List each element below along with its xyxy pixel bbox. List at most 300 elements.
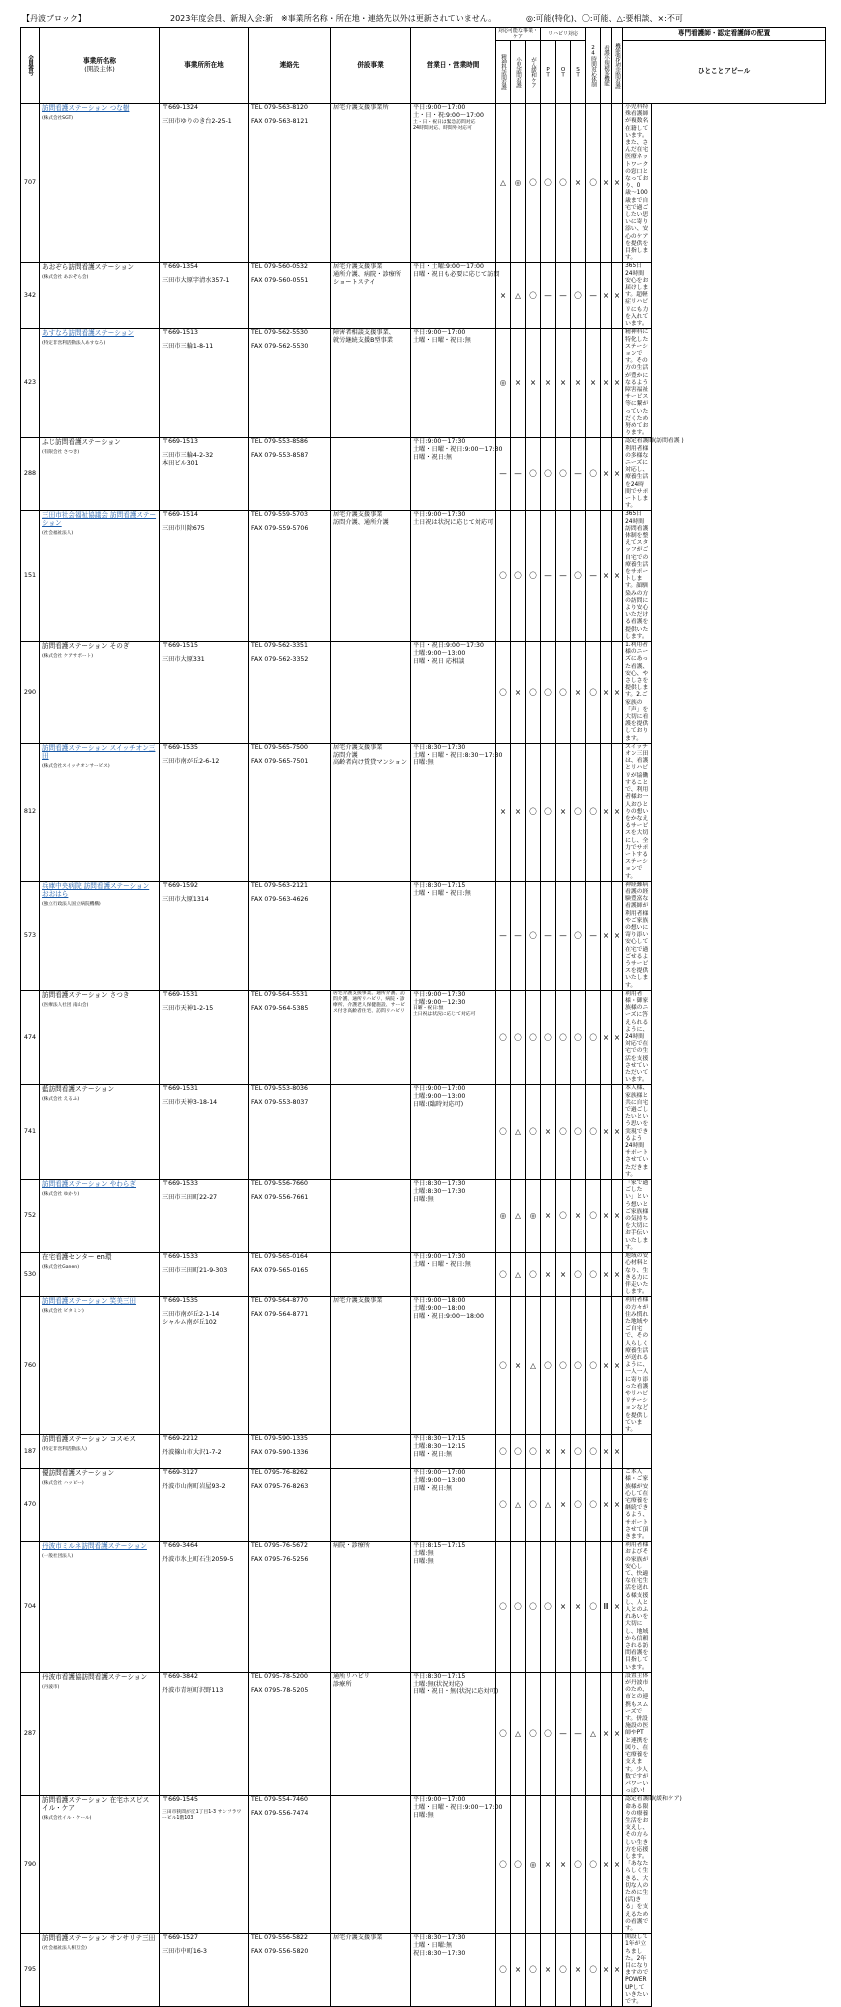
psych-status: 〇 bbox=[496, 1469, 511, 1542]
fax-number: FAX 079-562-5530 bbox=[251, 343, 309, 351]
postal-code: 〒669-1515 bbox=[162, 642, 198, 650]
combined-service: 居宅介護支援事業所 bbox=[333, 104, 389, 111]
street-address: 三田市三輪1-8-11 bbox=[162, 343, 214, 351]
address-cell bbox=[160, 1934, 249, 2007]
office-name-link[interactable]: 兵庫中央病院 訪問看護ステーション おおはら bbox=[42, 881, 150, 898]
appeal-text: ご本人様・ご家族様が安心して在宅療養を継続できるよう、サポートさせて頂きます。 bbox=[625, 1469, 649, 1540]
member-number: 342 bbox=[21, 263, 40, 329]
appeal-text: 設置主体が丹波市のため、市との連携もスムーズです。併設施設の医師やPTと連携を図り、在宅療養を支えます。少人数ですがパワーいっぱい! bbox=[625, 1672, 649, 1795]
contact-cell bbox=[249, 1542, 331, 1673]
hours-line: 土曜:無 bbox=[413, 1550, 434, 1557]
24h-status: 〇 bbox=[586, 1297, 601, 1435]
office-name-link[interactable]: 訪問看護ステーション スイッチオン三田 bbox=[42, 743, 156, 760]
address-cell bbox=[160, 990, 249, 1085]
appeal-text: 利用者様およびその家族が安心して、快適な在宅生活を送れる様支援し、人と人とのふれあいを大切にし、地域から信頼される訪問看護を目指しています。 bbox=[625, 1542, 649, 1671]
office-name-link[interactable]: 丹波市ミルネ訪問看護ステーション bbox=[42, 1542, 147, 1551]
combined-cell bbox=[331, 1180, 411, 1253]
street-address: 丹波市青垣町沢野113 bbox=[162, 1686, 224, 1694]
office-name: 訪問看護ステーション サンサリテ三田 bbox=[42, 1934, 156, 1943]
combined-cell bbox=[331, 1297, 411, 1435]
hours-line: 日曜・祝日:無 bbox=[413, 453, 453, 461]
address-cell bbox=[160, 438, 249, 511]
kantaki-status: × bbox=[601, 1469, 612, 1542]
fax-number: FAX 079-565-7501 bbox=[251, 757, 309, 765]
office-cell bbox=[40, 1796, 160, 1934]
hours-cell bbox=[411, 881, 496, 990]
postal-code: 〒669-1531 bbox=[162, 990, 198, 998]
operator-name: (株式会社イル・ケール) bbox=[42, 1816, 92, 1822]
postal-code: 〒669-1533 bbox=[162, 1180, 198, 1188]
psych-status: ◎ bbox=[496, 1180, 511, 1253]
member-number: 470 bbox=[21, 1469, 40, 1542]
hours-line: 平日:8:30〜17:15 bbox=[413, 881, 466, 889]
hours-line: 平日:9:00〜17:30 bbox=[413, 438, 466, 446]
ot-status: × bbox=[556, 1435, 571, 1469]
appeal-text: 365日24時間 安心をお届けします。超軽症リハビリにも力を入れています。 bbox=[625, 263, 649, 328]
ot-status: × bbox=[556, 1469, 571, 1542]
pediatric-status: △ bbox=[511, 1469, 526, 1542]
kyoka-status: × bbox=[612, 329, 623, 438]
phone-number: TEL 079-564-8770 bbox=[251, 1297, 308, 1305]
pediatric-status: △ bbox=[511, 263, 526, 329]
psych-status: 〇 bbox=[496, 511, 511, 642]
postal-code: 〒669-1535 bbox=[162, 743, 198, 751]
operator-name: (社会福祉法人) bbox=[42, 531, 74, 537]
office-name-link[interactable]: 訪問看護ステーション 笑美三田 bbox=[42, 1297, 137, 1306]
combined-service: 就労継続支援B型事業 bbox=[333, 337, 393, 345]
kyoka-status: × bbox=[612, 104, 623, 263]
address-cell bbox=[160, 263, 249, 329]
table-row bbox=[21, 990, 826, 1085]
palliative-status: 〇 bbox=[526, 1469, 541, 1542]
ot-status: 〇 bbox=[556, 1297, 571, 1435]
kantaki-status: × bbox=[601, 990, 612, 1085]
24h-status: 〇 bbox=[586, 990, 601, 1085]
hours-cell bbox=[411, 642, 496, 744]
office-cell bbox=[40, 438, 160, 511]
combined-service: 通所介護、病院・診療所 bbox=[333, 271, 402, 279]
combined-service: 居宅介護支援事業 bbox=[333, 743, 383, 751]
appeal-cell bbox=[623, 1542, 652, 1673]
office-cell bbox=[40, 1297, 160, 1435]
hours-line: 日曜・祝日 応相談 bbox=[413, 657, 465, 665]
street-address: 三田市ゆりのき台2-25-1 bbox=[162, 117, 232, 125]
hours-cell bbox=[411, 104, 496, 263]
postal-code: 〒669-3842 bbox=[162, 1672, 198, 1680]
hours-line: 平日:9:00〜18:00 bbox=[413, 1297, 466, 1305]
block-title: 【丹波ブロック】 bbox=[22, 14, 86, 23]
street-address: 三田市三田町22-27 bbox=[162, 1193, 218, 1201]
ot-status: × bbox=[556, 1253, 571, 1297]
kyoka-status: × bbox=[612, 1435, 623, 1469]
col-member-no: 会員番号 bbox=[21, 28, 40, 104]
contact-cell bbox=[249, 1253, 331, 1297]
contact-cell bbox=[249, 1435, 331, 1469]
24h-status: 〇 bbox=[586, 1253, 601, 1297]
pt-status: △ bbox=[541, 1469, 556, 1542]
pt-status: 〇 bbox=[541, 642, 556, 744]
appeal-cell bbox=[623, 642, 652, 744]
contact-cell bbox=[249, 1180, 331, 1253]
combined-cell bbox=[331, 1672, 411, 1795]
ot-status: — bbox=[556, 1672, 571, 1795]
pediatric-status: — bbox=[511, 438, 526, 511]
col-kyoka: 機能強化型訪問看護 bbox=[612, 28, 623, 104]
24h-status: 〇 bbox=[586, 438, 601, 511]
ot-status: 〇 bbox=[556, 1180, 571, 1253]
appeal-text: 地域の安心材料となり、生きる力に伴走いたします。 bbox=[625, 1253, 649, 1296]
combined-service: ショートステイ bbox=[333, 279, 376, 287]
fax-number: FAX 079-560-0551 bbox=[251, 277, 309, 285]
contact-cell bbox=[249, 642, 331, 744]
appeal-text: 神経難病看護の経験豊富な看護師が利用者様やご家族の想いに寄り添い安心して在宅で過ごせるようサービスを提供いたします。 bbox=[625, 881, 649, 989]
address-cell bbox=[160, 743, 249, 881]
phone-number: TEL 0795-76-8262 bbox=[251, 1469, 308, 1477]
hours-cell bbox=[411, 1934, 496, 2007]
appeal-cell bbox=[623, 263, 652, 329]
phone-number: TEL 079-559-5703 bbox=[251, 511, 308, 519]
street-address: 三田市大原331 bbox=[162, 655, 205, 663]
office-cell bbox=[40, 263, 160, 329]
address-cell bbox=[160, 1672, 249, 1795]
postal-code: 〒669-1514 bbox=[162, 511, 198, 519]
postal-code: 〒669-1513 bbox=[162, 329, 198, 337]
table-row bbox=[21, 1085, 826, 1180]
appeal-cell bbox=[623, 104, 652, 263]
phone-number: TEL 079-565-0164 bbox=[251, 1253, 308, 1261]
phone-number: TEL 079-563-8120 bbox=[251, 104, 308, 111]
st-status: 〇 bbox=[571, 1253, 586, 1297]
hours-cell bbox=[411, 1435, 496, 1469]
fax-number: FAX 079-564-5385 bbox=[251, 1004, 309, 1012]
kantaki-status: × bbox=[601, 1934, 612, 2007]
fax-number: FAX 079-563-8121 bbox=[251, 117, 309, 125]
fax-number: FAX 079-562-3352 bbox=[251, 655, 309, 663]
appeal-cell bbox=[623, 1180, 652, 1253]
postal-code: 〒669-1527 bbox=[162, 1934, 198, 1942]
kantaki-status: Ⅲ bbox=[601, 1542, 612, 1673]
contact-cell bbox=[249, 263, 331, 329]
psych-status: — bbox=[496, 881, 511, 990]
pt-status: — bbox=[541, 511, 556, 642]
contact-cell bbox=[249, 1297, 331, 1435]
member-number: 752 bbox=[21, 1180, 40, 1253]
col-24h: 24時間対応体制 bbox=[586, 28, 601, 104]
member-number: 151 bbox=[21, 511, 40, 642]
appeal-cell bbox=[623, 438, 684, 511]
st-status: × bbox=[571, 1542, 586, 1673]
hours-line: 日曜・祝日・無(状況に応対可) bbox=[413, 1688, 499, 1696]
palliative-status: 〇 bbox=[526, 1542, 541, 1673]
office-name: あおぞら訪問看護ステーション bbox=[42, 263, 134, 272]
office-cell bbox=[40, 743, 160, 881]
hours-line: 土曜:9:00〜12:30 bbox=[413, 998, 466, 1006]
hours-line: 平日:8:30〜17:15 bbox=[413, 1435, 466, 1443]
table-row bbox=[21, 511, 826, 642]
psych-status: 〇 bbox=[496, 1253, 511, 1297]
appeal-cell bbox=[623, 1435, 652, 1469]
hours-line: 24時間対応、時間外対応可 bbox=[413, 125, 472, 131]
col-group-rehab: リハビリ対応 bbox=[541, 28, 586, 41]
hours-line: 土曜・日曜・祝日:8:30〜17:30 bbox=[413, 751, 503, 759]
hours-line: 日曜・祝日:9:00〜18:00 bbox=[413, 1312, 484, 1320]
phone-number: TEL 079-562-3351 bbox=[251, 642, 308, 650]
combined-cell bbox=[331, 1796, 411, 1934]
pediatric-status: 〇 bbox=[511, 1542, 526, 1673]
combined-cell bbox=[331, 1435, 411, 1469]
office-cell bbox=[40, 104, 160, 263]
24h-status: 〇 bbox=[586, 1542, 601, 1673]
combined-service: 訪問介護、通所介護 bbox=[333, 519, 389, 527]
appeal-cell bbox=[623, 990, 652, 1085]
office-name-link[interactable]: 訪問看護ステーション つな樹 bbox=[42, 104, 130, 112]
fax-number: FAX 079-556-7661 bbox=[251, 1193, 309, 1201]
kyoka-status: × bbox=[612, 1253, 623, 1297]
pt-status: 〇 bbox=[541, 438, 556, 511]
24h-status: — bbox=[586, 511, 601, 642]
pediatric-status: ◎ bbox=[511, 104, 526, 263]
hours-cell bbox=[411, 990, 496, 1085]
combined-cell bbox=[331, 438, 411, 511]
combined-service: 居宅介護支援事業 bbox=[333, 1934, 383, 1942]
palliative-status: 〇 bbox=[526, 1934, 541, 2007]
specialist-nurse: 認定看護師(訪問看護 ) bbox=[625, 438, 684, 445]
psych-status: ◎ bbox=[496, 329, 511, 438]
palliative-status: 〇 bbox=[526, 1435, 541, 1469]
hours-line: 日曜:無 bbox=[413, 759, 434, 767]
office-name: 訪問看護ステーション さつき bbox=[42, 990, 130, 999]
contact-cell bbox=[249, 329, 331, 438]
operator-name: (特定非営利活動法人) bbox=[42, 1447, 87, 1453]
pediatric-status: × bbox=[511, 642, 526, 744]
street-address: 三田市三輪4-2-32 bbox=[162, 452, 214, 460]
psych-status: 〇 bbox=[496, 1297, 511, 1435]
ot-status: 〇 bbox=[556, 642, 571, 744]
table-row bbox=[21, 743, 826, 881]
contact-cell bbox=[249, 1796, 331, 1934]
appeal-text: 利用者様の方々が住み慣れた地域やご自宅で、その人らしく療養生活が送れるように、一人一人に寄り添った看護やリハビリテーションなどを提供しています。 bbox=[625, 1297, 649, 1433]
hours-line: 土曜:8:30〜12:15 bbox=[413, 1442, 466, 1450]
hours-cell bbox=[411, 438, 503, 511]
fax-number: FAX 079-565-0165 bbox=[251, 1266, 309, 1274]
palliative-status: 〇 bbox=[526, 881, 541, 990]
office-name: ふじ訪問看護ステーション bbox=[42, 438, 121, 447]
table-row bbox=[21, 329, 826, 438]
table-row bbox=[21, 1469, 826, 1542]
member-table bbox=[20, 27, 826, 2007]
st-status: 〇 bbox=[571, 1796, 586, 1934]
address-cell bbox=[160, 104, 249, 263]
postal-code: 〒669-1533 bbox=[162, 1253, 198, 1261]
fax-number: FAX 0795-76-8263 bbox=[251, 1482, 309, 1490]
office-name: 優訪問看護ステーション bbox=[42, 1469, 115, 1478]
member-number: 288 bbox=[21, 438, 40, 511]
col-kantaki: 看護小規模多機能 bbox=[601, 28, 612, 104]
address-cell bbox=[160, 1469, 249, 1542]
combined-cell bbox=[331, 1085, 411, 1180]
hours-line: 土・日・祝日は緊急訪問対応 bbox=[413, 119, 476, 125]
combined-cell bbox=[331, 329, 411, 438]
hours-line: 日曜・祝日:無 bbox=[413, 1484, 453, 1492]
pt-status: 〇 bbox=[541, 1297, 556, 1435]
st-status: 〇 bbox=[571, 511, 586, 642]
office-name: 丹波市看護協訪問看護ステーション bbox=[42, 1672, 148, 1681]
postal-code: 〒669-1545 bbox=[162, 1796, 198, 1804]
phone-number: TEL 079-560-0532 bbox=[251, 263, 308, 271]
address-cell bbox=[160, 1435, 249, 1469]
hours-line: 平日:9:00〜17:00 bbox=[413, 1469, 466, 1477]
contact-cell bbox=[249, 1085, 331, 1180]
appeal-cell bbox=[623, 881, 652, 990]
office-cell bbox=[40, 642, 160, 744]
appeal-cell bbox=[623, 1469, 652, 1542]
phone-number: TEL 079-553-8036 bbox=[251, 1085, 308, 1093]
kyoka-status: × bbox=[612, 1934, 623, 2007]
hours-line: 土曜:9:00〜13:00 bbox=[413, 1476, 466, 1484]
hours-line: 土日祝は状況に応じて対応可 bbox=[413, 519, 494, 527]
contact-cell bbox=[249, 511, 331, 642]
appeal-cell bbox=[623, 743, 652, 881]
street-address: 三田市南が丘2-6-12 bbox=[162, 757, 220, 765]
24h-status: 〇 bbox=[586, 1085, 601, 1180]
operator-name: (特定非営利活動法人あすなろ) bbox=[42, 341, 106, 347]
st-status: × bbox=[571, 1180, 586, 1253]
operator-name: (株式会社 ケアサポート) bbox=[42, 654, 93, 660]
fax-number: FAX 079-564-8771 bbox=[251, 1311, 309, 1319]
st-status: 〇 bbox=[571, 263, 586, 329]
hours-cell bbox=[411, 1085, 496, 1180]
member-number: 474 bbox=[21, 990, 40, 1085]
palliative-status: 〇 bbox=[526, 1085, 541, 1180]
combined-cell bbox=[331, 1469, 411, 1542]
pt-status: × bbox=[541, 329, 556, 438]
table-row bbox=[21, 881, 826, 990]
ot-status: 〇 bbox=[556, 990, 571, 1085]
office-name-link[interactable]: 訪問看護ステーション やわらぎ bbox=[42, 1180, 137, 1189]
phone-number: TEL 079-565-7500 bbox=[251, 743, 308, 751]
ot-status: 〇 bbox=[556, 438, 571, 511]
appeal-cell bbox=[623, 1253, 652, 1297]
office-name: 訪問看護ステーション 在宅ホスピス イル・ケア bbox=[42, 1796, 150, 1813]
hours-line: 日曜:無 bbox=[413, 1557, 434, 1565]
office-name-link[interactable]: あすなろ訪問看護ステーション bbox=[42, 329, 134, 338]
combined-service: 病院・診療所 bbox=[333, 1542, 371, 1550]
hours-line: 土曜・日曜・祝日:無 bbox=[413, 1260, 471, 1268]
hours-line: 平日:9:00〜17:00 bbox=[413, 1085, 466, 1093]
fax-number: FAX 079-559-5706 bbox=[251, 525, 309, 533]
table-row bbox=[21, 1435, 826, 1469]
combined-cell bbox=[331, 1542, 411, 1673]
hours-line: 土曜・日曜・祝日:9:00〜17:00 bbox=[413, 1804, 503, 1812]
psych-status: — bbox=[496, 438, 511, 511]
st-status: — bbox=[571, 1672, 586, 1795]
operator-name: (株式会社スイッチオンサービス) bbox=[42, 763, 110, 769]
specialist-nurse: 認定看護師(緩和ケア) bbox=[625, 1796, 682, 1803]
kyoka-status: × bbox=[612, 1085, 623, 1180]
office-name: 在宅看護センター en環 bbox=[42, 1253, 112, 1262]
palliative-status: 〇 bbox=[526, 263, 541, 329]
palliative-status: 〇 bbox=[526, 511, 541, 642]
fax-number: FAX 079-556-7474 bbox=[251, 1810, 309, 1818]
hours-line: 平日:8:30〜17:15 bbox=[413, 1672, 466, 1680]
appeal-text: 小児科特殊看護師が複数名在籍しています。また、さんだ在宅医療ネットワークの窓口となっており、0歳〜100歳まで自宅で過ごしたい思いに寄り添い、安心のケアを提供を目指します。 bbox=[625, 104, 649, 262]
24h-status: △ bbox=[586, 1672, 601, 1795]
address-cell bbox=[160, 1542, 249, 1673]
hours-line: 土曜・日曜・祝日:9:00〜17:30 bbox=[413, 446, 503, 454]
operator-name: (株式会社 えるふ) bbox=[42, 1097, 80, 1103]
top-header bbox=[20, 13, 825, 25]
col-hours: 営業日・営業時間 bbox=[411, 28, 496, 104]
col-specialist: 専門看護師・認定看護師の配置 bbox=[623, 28, 826, 41]
fax-number: FAX 079-556-5820 bbox=[251, 1947, 309, 1955]
phone-number: TEL 079-590-1335 bbox=[251, 1435, 308, 1443]
pediatric-status: 〇 bbox=[511, 990, 526, 1085]
hours-line: 日曜:無 bbox=[413, 1195, 434, 1203]
phone-number: TEL 079-563-2121 bbox=[251, 881, 308, 889]
table-row bbox=[21, 1297, 826, 1435]
psych-status: 〇 bbox=[496, 1542, 511, 1673]
pt-status: × bbox=[541, 1435, 556, 1469]
hours-line: 祝日:8:30〜17:30 bbox=[413, 1949, 466, 1957]
address-cell bbox=[160, 1085, 249, 1180]
office-cell bbox=[40, 1934, 160, 2007]
hours-line: 日曜・祝日:無 bbox=[413, 1006, 444, 1012]
operator-name: (株式会社 ハッピー) bbox=[42, 1481, 84, 1487]
hours-line: 土曜・日曜:無 bbox=[413, 1941, 453, 1949]
table-row bbox=[21, 1542, 826, 1673]
psych-status: 〇 bbox=[496, 1934, 511, 2007]
office-name-link[interactable]: 三田市社会福祉協議会 訪問看護ステーション bbox=[42, 511, 157, 528]
combined-service: 居宅介護支援事業 bbox=[333, 511, 383, 519]
ot-status: 〇 bbox=[556, 104, 571, 263]
palliative-status: 〇 bbox=[526, 1253, 541, 1297]
postal-code: 〒669-1592 bbox=[162, 881, 198, 889]
st-status: × bbox=[571, 642, 586, 744]
24h-status: — bbox=[586, 881, 601, 990]
24h-status: 〇 bbox=[586, 642, 601, 744]
hours-line: 日曜・祝日:無 bbox=[413, 1450, 453, 1458]
member-number: 760 bbox=[21, 1297, 40, 1435]
kantaki-status: × bbox=[601, 1435, 612, 1469]
ot-status: 〇 bbox=[556, 1934, 571, 2007]
col-psych: 精神科訪問看護 bbox=[496, 41, 511, 104]
combined-service: 診療所 bbox=[333, 1680, 352, 1688]
appeal-cell bbox=[623, 1934, 652, 2007]
contact-cell bbox=[249, 1934, 331, 2007]
appeal-text: 「家で過ごしたい」という想いとご家族様の気持ちを大切にお手伝いいたします。 bbox=[625, 1180, 649, 1251]
pediatric-status: 〇 bbox=[511, 1796, 526, 1934]
hours-cell bbox=[411, 263, 500, 329]
member-number: 530 bbox=[21, 1253, 40, 1297]
combined-service: 障害者相談支援事業、 bbox=[333, 329, 395, 337]
st-status: — bbox=[571, 438, 586, 511]
street-address: 丹波市氷上町石生2059-5 bbox=[162, 1556, 234, 1563]
combined-service: 高齢者向け賃貸マンション bbox=[333, 759, 407, 767]
operator-name: (株式会社 あおぞら会) bbox=[42, 275, 89, 281]
table-row bbox=[21, 1934, 826, 2007]
kyoka-status: × bbox=[612, 642, 623, 744]
hours-line: 土日祝は状況に応じて対応可 bbox=[413, 1012, 476, 1018]
hours-cell bbox=[411, 511, 496, 642]
pt-status: 〇 bbox=[541, 1672, 556, 1795]
table-body bbox=[21, 104, 826, 2007]
combined-service: 居宅介護支援事業、通所介護、訪問介護、通所リハビリ、病院・診療所、介護老人保健施設、サービス付き高齢者住宅、訪問リハビリ bbox=[333, 990, 405, 1014]
combined-cell bbox=[331, 881, 411, 990]
kantaki-status: × bbox=[601, 104, 612, 263]
combined-service: 居宅介護支援事業 bbox=[333, 1297, 383, 1305]
office-cell bbox=[40, 1435, 160, 1469]
24h-status: 〇 bbox=[586, 1469, 601, 1542]
